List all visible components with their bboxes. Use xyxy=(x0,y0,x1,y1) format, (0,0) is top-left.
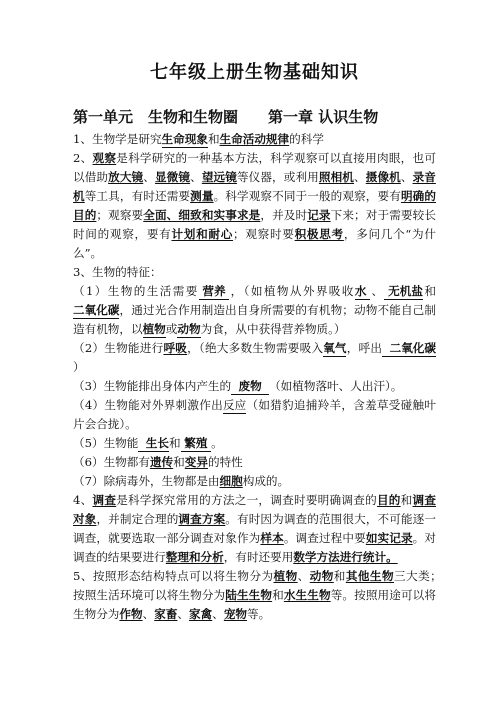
text: 是科学探究常用的方法之一，调查时要明确调查的 xyxy=(116,493,377,507)
text: 为食，从中获得营养物质。） xyxy=(200,322,346,336)
keyword: 目的 xyxy=(376,493,401,507)
keyword: 家禽 xyxy=(189,607,213,621)
text: 。 xyxy=(211,436,223,450)
keyword: 呼吸 xyxy=(163,341,188,355)
text: 。对调查的结果要进行 xyxy=(73,531,436,564)
blank-answer: 生命现象 xyxy=(161,132,208,146)
text: （1）生物的生活需要 xyxy=(73,284,199,298)
text: ，并制定合理的 xyxy=(96,512,179,526)
text: 是科学研究的一种基本方法，科学观察可以直接用肉眼，也可以借助 xyxy=(73,151,436,184)
text: 构成的。 xyxy=(242,474,290,488)
text: ，通过光合作用制造出自身所需要的有机物；动物不能自己制造有机物，以 xyxy=(73,303,436,336)
blank-answer: 氧气 xyxy=(323,341,347,355)
keyword: 植物 xyxy=(273,569,298,583)
keyword: 家畜 xyxy=(154,607,178,621)
text: 和 xyxy=(422,284,436,298)
keyword: 录音机 xyxy=(73,170,436,203)
keyword: 测量 xyxy=(190,189,214,203)
keyword: 显微镜 xyxy=(154,170,191,184)
paragraph-5: 5、按照形态结构特点可以将生物分为植物、动物和其他生物三大类； 按照生活环境可以将生物分为陆生生物和水生生物等。按照用途可以将生物分为作物、家畜、家禽、宠物等。 xyxy=(73,569,448,621)
feature-7 xyxy=(73,472,436,491)
keyword: 其他生物 xyxy=(345,569,395,583)
text: （如猎豹追捕羚羊，含羞草受碰触叶片会合拢）。 xyxy=(73,398,436,431)
text: 的特性 xyxy=(207,455,243,469)
text: ，有时还要用 xyxy=(223,550,294,564)
section-heading xyxy=(73,106,436,127)
text: 1、生物学是研究 xyxy=(73,132,162,146)
blank-answer: 繁殖 xyxy=(181,436,212,452)
text: 。调查过程中要 xyxy=(283,531,366,545)
keyword: 生命活动规律 xyxy=(219,132,290,146)
blank-answer: 水 xyxy=(355,284,370,300)
text: 。有时因为调查的范围很大，不可能逐一调查，就要选取一部分调查对象作为 xyxy=(73,512,436,545)
keyword: 动物 xyxy=(309,569,334,583)
feature-2 xyxy=(73,339,436,377)
keyword: 整理和分析 xyxy=(165,550,224,564)
text: 和 xyxy=(333,569,346,583)
keyword: 摄像机 xyxy=(365,170,401,184)
text: ；观察时要 xyxy=(233,227,295,241)
paragraph-4 xyxy=(73,491,436,567)
blank-answer: 植物 xyxy=(142,322,166,336)
blank-answer: 生长 xyxy=(138,436,169,452)
blank-answer: 动物 xyxy=(177,322,201,336)
text: 三大类； 按照生活环境可以将生物分为 xyxy=(73,569,448,602)
feature-5 xyxy=(73,434,436,453)
text: （4）生物能对外界刺激作出 xyxy=(73,398,223,412)
keyword: 全面、细致和实事求是 xyxy=(143,208,261,222)
keyword: 放大镜 xyxy=(108,170,144,184)
keyword: 陆生生物 xyxy=(225,588,273,602)
feature-3 xyxy=(73,377,436,396)
text: ） xyxy=(73,360,85,374)
text: 和 xyxy=(272,588,284,602)
paragraph-2: 2、观察是科学研究的一种基本方法，科学观察可以直接用肉眼，也可以借助放大镜、显微镜、望远镜等仪器，或利用照相机、摄像机、录音机等工具，有时还需要测量。科学观察不同于一般的观察，要有明确的目的；观察要全面、细致和实事求是，并及时记录下来；对于需要较长时间的观察，要有计划和耐心；观察时要积极思考，多问几个“为什么”。 xyxy=(73,151,436,260)
text: 和 xyxy=(400,493,413,507)
keyword: 积极思考 xyxy=(294,227,344,241)
keyword: 作物 xyxy=(119,607,143,621)
text: （2）生物能进行 xyxy=(73,341,164,355)
text: 下来；对于需要较长时间的观察，要有 xyxy=(73,208,436,241)
keyword: 记录 xyxy=(307,208,331,222)
text: （6）生物都有 xyxy=(73,455,150,469)
feature-1: （1）生物的生活需要 营养 ，（如植物从外界吸收水 、 无机盐和二氧化碳，通过光合作用制造出自身所需要的有机物；动物不能自己制造有机物，以植物或动物为食，从中获得营养物质。） xyxy=(73,284,436,336)
keyword: 数学方法进行统计。 xyxy=(293,550,398,564)
feature-6 xyxy=(73,453,436,472)
text: （7）除病毒外，生物都是由 xyxy=(73,474,220,488)
keyword: 样本 xyxy=(260,531,284,545)
blank-answer: 无机盐 xyxy=(384,284,422,300)
blank-answer: 二氧化碳 xyxy=(382,341,436,357)
keyword: 变异 xyxy=(184,455,208,469)
keyword: 调查 xyxy=(92,493,117,507)
keyword: 调查方案 xyxy=(178,512,226,526)
text: 的科学 xyxy=(289,132,324,146)
text: 2、 xyxy=(73,151,93,165)
text: 等仪器，或利用 xyxy=(236,170,319,184)
keyword: 如实记录 xyxy=(365,531,413,545)
document-title: 七年级上册生物基础知识 xyxy=(150,62,359,83)
blank-answer: 反应 xyxy=(222,398,247,412)
keyword: 计划和耐心 xyxy=(171,227,234,241)
chapter-heading: 第一章 认识生物 xyxy=(268,108,379,126)
blank-answer: 废物 xyxy=(231,379,269,395)
keyword: 望远镜 xyxy=(201,170,237,184)
keyword: 明确的目的 xyxy=(73,189,436,222)
text: ，（如植物从外界吸收 xyxy=(229,284,355,298)
keyword: 宠物 xyxy=(223,607,248,621)
text: ；观察要 xyxy=(96,208,144,222)
keyword: 照相机 xyxy=(318,170,355,184)
text: （5）生物能 xyxy=(73,436,139,450)
keyword: 水生生物 xyxy=(283,588,331,602)
text: ，多问几个“为什么”。 xyxy=(73,227,436,260)
feature-4 xyxy=(73,396,436,434)
blank-answer: 营养 xyxy=(199,284,230,300)
blank-answer: 二氧化碳 xyxy=(73,303,120,317)
text: 等。 xyxy=(247,607,271,621)
keyword: 遗传 xyxy=(149,455,174,469)
text: ，并及时 xyxy=(260,208,308,222)
text: 4、 xyxy=(73,493,93,507)
text: 。科学观察不同于一般的观察，要有 xyxy=(213,189,401,203)
text: 和 xyxy=(173,455,185,469)
text: 和 xyxy=(207,132,220,146)
text: 等。按照用途可以将生物分为 xyxy=(73,588,436,621)
text: ，呼出 xyxy=(346,341,383,355)
text: （3）生物能排出身体内产生的 xyxy=(73,379,232,393)
text: ，（绝大多数生物需要吸入 xyxy=(187,341,324,355)
text: 5、按照形态结构特点可以将生物分为 xyxy=(73,569,274,583)
keyword: 调查对象 xyxy=(73,493,436,526)
text: 和 xyxy=(168,436,181,450)
text: 或 xyxy=(165,322,178,336)
paragraph-1 xyxy=(73,130,436,149)
paragraph-3: 3、生物的特征： xyxy=(73,265,162,279)
text: （如植物落叶、人出汗）。 xyxy=(269,379,403,393)
text: 等工具，有时还需要 xyxy=(84,189,191,203)
keyword: 观察 xyxy=(92,151,117,165)
keyword: 细胞 xyxy=(219,474,243,488)
unit-heading: 第一单元 生物和生物圈 xyxy=(73,108,239,126)
